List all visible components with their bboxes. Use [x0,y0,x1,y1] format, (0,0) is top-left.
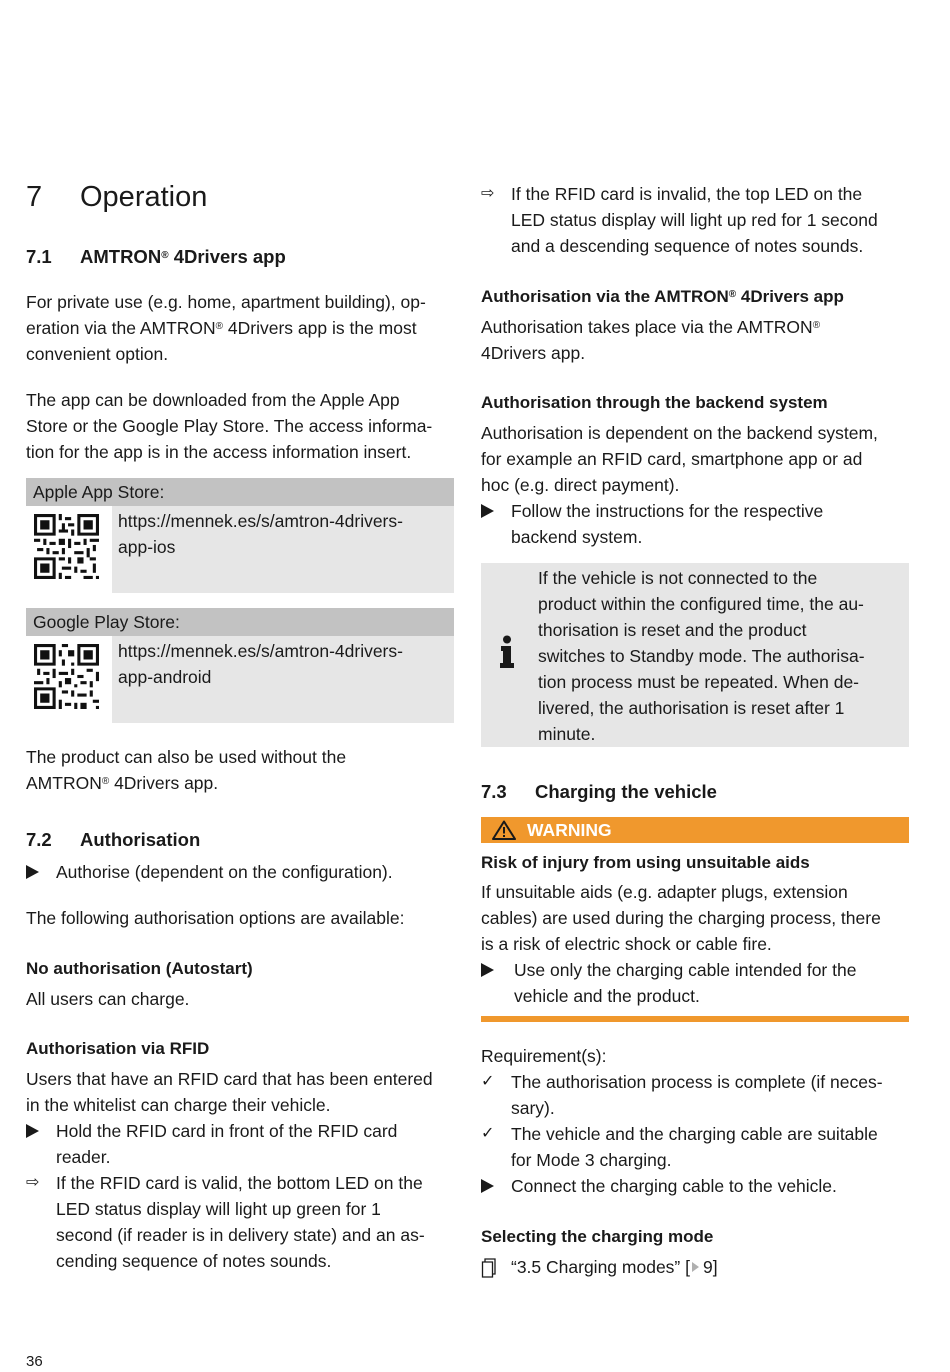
result-step: ⇨ If the RFID card is valid, the bottom LED on the LED status display will light up green for 1 second (if reader is in delivery state) and an as- cending sequence of notes sounds. [26,1170,454,1274]
section-7-1-heading: 7.1 AMTRON® 4Drivers app [26,246,286,267]
triangle-bullet-icon [481,498,505,527]
subheading-app-authorisation: Authorisation via the AMTRON® 4Drivers app [481,287,844,306]
result-arrow-icon: ⇨ [481,185,495,202]
section-7-3-heading: 7.3 Charging the vehicle [481,781,717,802]
page-pointer-icon [692,1262,699,1272]
rfid-paragraph: Users that have an RFID card that has been entered in the whitelist can charge their vehicle. [26,1069,433,1115]
checkmark-icon: ✓ [481,1125,495,1142]
document-reference-icon [481,1254,505,1287]
action-step: Authorise (dependent on the configuration). [26,859,454,885]
warning-triangle-icon [492,820,516,840]
requirement-item: ✓ The authorisation process is complete (if neces- sary). [481,1069,909,1121]
apple-store-table [26,478,454,593]
without-app-paragraph: The product can also be used without the AMTRON® 4Drivers app. [26,747,347,793]
cross-reference[interactable]: “3.5 Charging modes” [ 9] [481,1254,909,1280]
download-paragraph: The app can be downloaded from the Apple App Store or the Google Play Store. The access informa- tion for the app is in the access information insert. [26,390,433,462]
info-box [481,563,909,747]
action-step: Follow the instructions for the respective backend system. [481,498,909,550]
requirement-item: ✓ The vehicle and the charging cable are suitable for Mode 3 charging. [481,1121,909,1173]
qr-code-icon[interactable] [34,514,99,579]
apple-store-header: Apple App Store: [26,478,454,506]
requirements-label: Requirement(s): [481,1046,607,1066]
subheading-no-authorisation: No authorisation (Autostart) [26,959,253,978]
chapter-number: 7 [26,181,43,213]
action-step: Connect the charging cable to the vehicle. [481,1173,909,1199]
warning-label: WARNING [527,820,612,840]
triangle-bullet-icon [26,1118,50,1147]
action-step: Hold the RFID card in front of the RFID card reader. [26,1118,454,1170]
apple-store-url[interactable]: https://mennek.es/s/amtron-4drivers- app-ios [118,511,403,557]
app-authorisation-paragraph: Authorisation takes place via the AMTRON® 4Drivers app. [481,317,821,363]
google-play-url[interactable]: https://mennek.es/s/amtron-4drivers- app-android [118,641,403,687]
page-number: 36 [26,1353,43,1370]
xref-page-number[interactable]: 9 [702,1257,713,1277]
subheading-rfid: Authorisation via RFID [26,1039,210,1058]
triangle-bullet-icon [481,1173,505,1202]
google-play-table [26,608,454,723]
info-icon [497,635,517,669]
info-text: If the vehicle is not connected to the product within the configured time, the au- thorisation is reset and the product switches to Standby mode. The authorisa- tion process must be repeated. When de- livered, the authorisation is reset after 1 minute. [538,568,865,744]
all-users-paragraph: All users can charge. [26,989,190,1009]
warning-end-rule [481,1016,909,1022]
result-arrow-icon: ⇨ [26,1174,40,1191]
options-paragraph: The following authorisation options are available: [26,908,405,928]
google-play-header: Google Play Store: [26,608,454,636]
section-7-2-heading: 7.2 Authorisation [26,829,201,850]
checkmark-icon: ✓ [481,1073,495,1090]
action-step: Use only the charging cable intended for the vehicle and the product. [481,957,909,1009]
triangle-bullet-icon [481,957,505,986]
chapter-heading [26,180,454,214]
subheading-charging-mode: Selecting the charging mode [481,1227,714,1246]
subheading-backend: Authorisation through the backend system [481,393,828,412]
warning-paragraph: If unsuitable aids (e.g. adapter plugs, extension cables) are used during the charging process, there is a risk of electric shock or cable fire. [481,882,881,954]
triangle-bullet-icon [26,859,50,888]
warning-subheading: Risk of injury from using unsuitable aids [481,853,810,872]
warning-banner [481,817,909,843]
qr-code-icon[interactable] [34,644,99,709]
chapter-title: Operation [80,181,208,213]
result-step: ⇨ If the RFID card is invalid, the top LED on the LED status display will light up red for 1 second and a descending sequence of notes sounds. [481,181,909,259]
backend-paragraph: Authorisation is dependent on the backend system, for example an RFID card, smartphone app or ad hoc (e.g. direct payment). [481,423,878,495]
intro-paragraph: For private use (e.g. home, apartment building), op- eration via the AMTRON® 4Drivers app is the most convenient option. [26,292,426,364]
